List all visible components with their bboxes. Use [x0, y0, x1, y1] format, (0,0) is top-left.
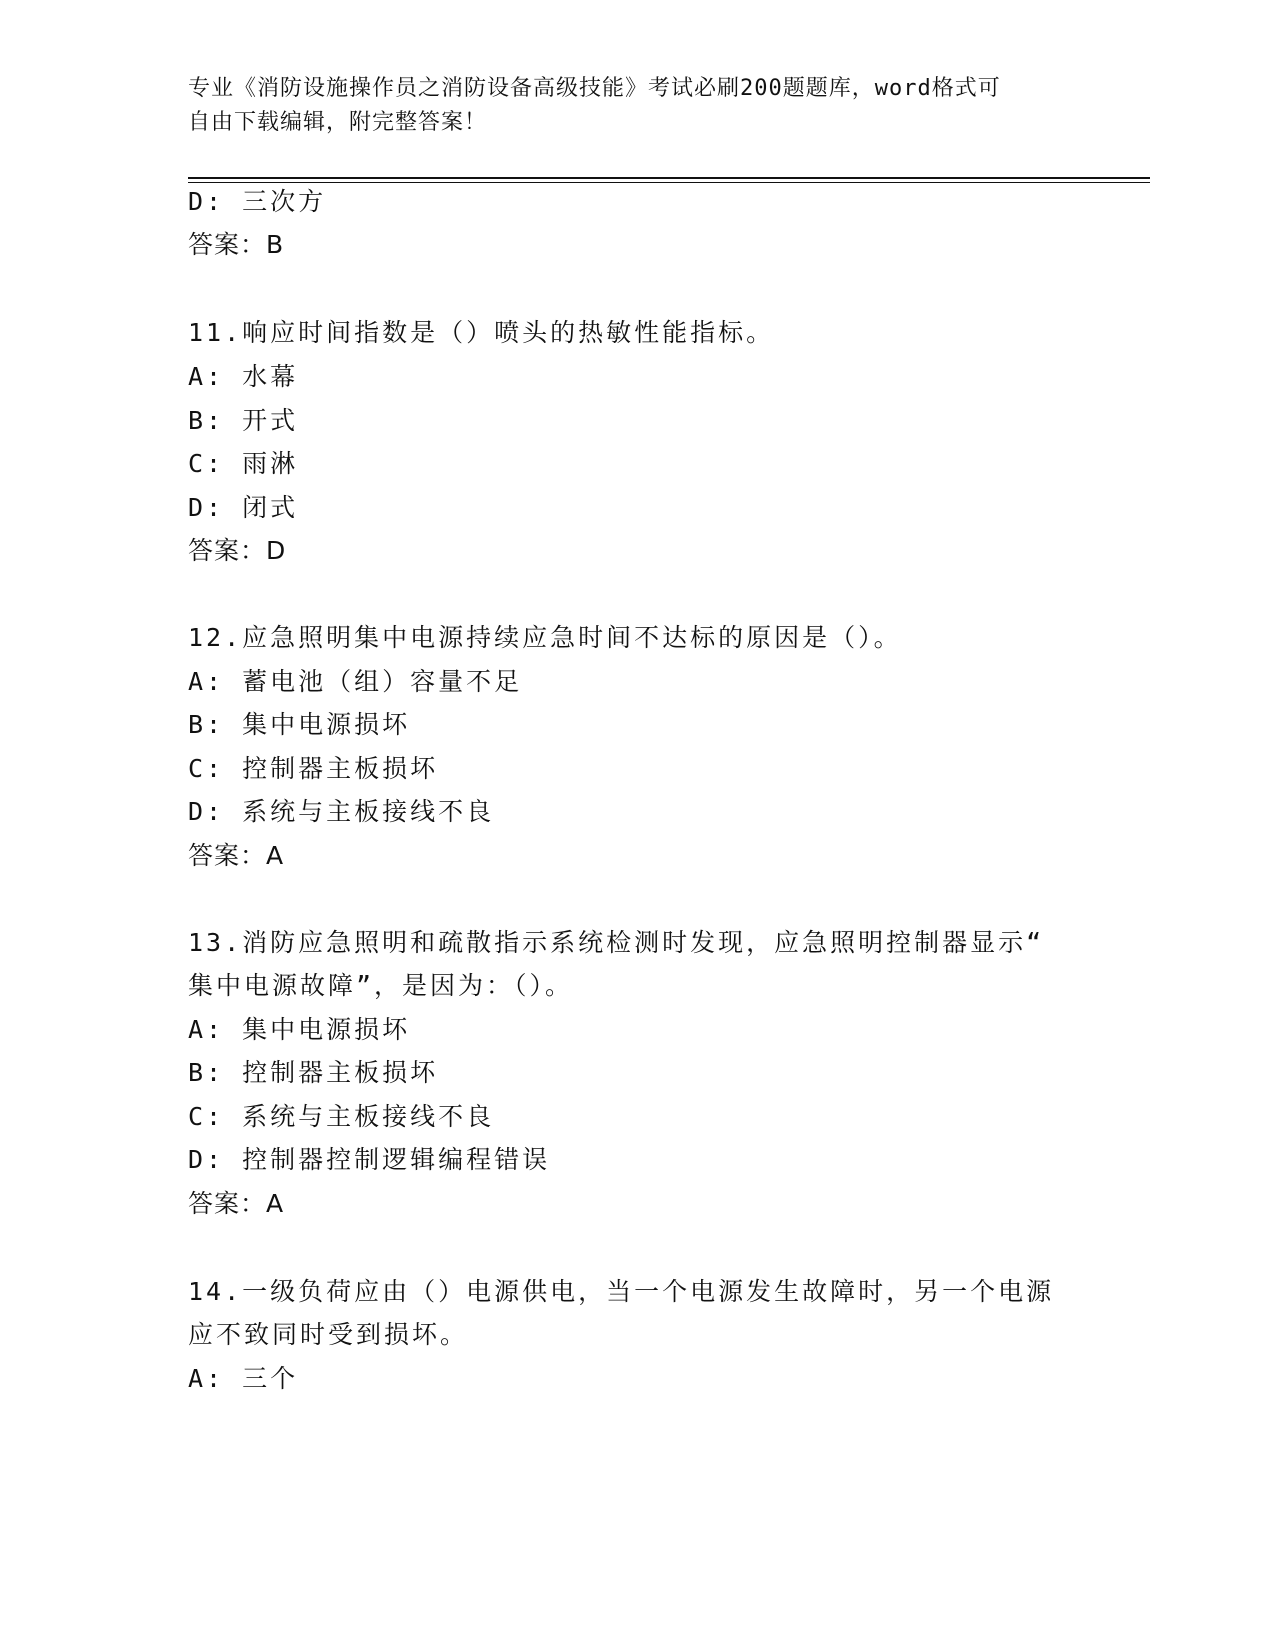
q11-option-b: B: 开式 [188, 406, 299, 435]
q11-option-d: D: 闭式 [188, 493, 299, 522]
q10-option-d: D: 三次方 [188, 187, 327, 216]
header-divider-thin [188, 182, 1150, 183]
header-line-2: 自由下载编辑，附完整答案！ [188, 110, 488, 135]
q13-question-line-2: 集中电源故障”，是因为：（）。 [188, 971, 574, 1000]
q12-answer: 答案：A [188, 841, 285, 870]
q13-option-b: B: 控制器主板损坏 [188, 1058, 439, 1087]
q11-answer: 答案：D [188, 536, 287, 565]
q14-question-line-1: 14.一级负荷应由（）电源供电，当一个电源发生故障时，另一个电源 [188, 1277, 1055, 1306]
q12-option-d: D: 系统与主板接线不良 [188, 797, 495, 826]
q11-question: 11.响应时间指数是（）喷头的热敏性能指标。 [188, 318, 775, 347]
q12-option-b: B: 集中电源损坏 [188, 710, 411, 739]
header-divider [188, 177, 1150, 179]
q13-option-d: D: 控制器控制逻辑编程错误 [188, 1145, 551, 1174]
q12-option-a: A: 蓄电池（组）容量不足 [188, 667, 523, 696]
q14-question-line-2: 应不致同时受到损坏。 [188, 1320, 469, 1349]
q13-question-line-1: 13.消防应急照明和疏散指示系统检测时发现，应急照明控制器显示“ [188, 928, 1045, 957]
header-line-1: 专业《消防设施操作员之消防设备高级技能》考试必刷200题题库，word格式可 [188, 76, 1001, 101]
q13-option-a: A: 集中电源损坏 [188, 1015, 411, 1044]
q13-answer: 答案：A [188, 1189, 285, 1218]
q11-option-c: C: 雨淋 [188, 449, 299, 478]
q12-question: 12.应急照明集中电源持续应急时间不达标的原因是（）。 [188, 623, 902, 652]
document-header [188, 72, 1068, 140]
q10-answer: 答案：B [188, 230, 285, 259]
q13-option-c: C: 系统与主板接线不良 [188, 1102, 495, 1131]
q12-option-c: C: 控制器主板损坏 [188, 754, 439, 783]
q14-option-a: A: 三个 [188, 1364, 299, 1393]
q11-option-a: A: 水幕 [188, 362, 299, 391]
